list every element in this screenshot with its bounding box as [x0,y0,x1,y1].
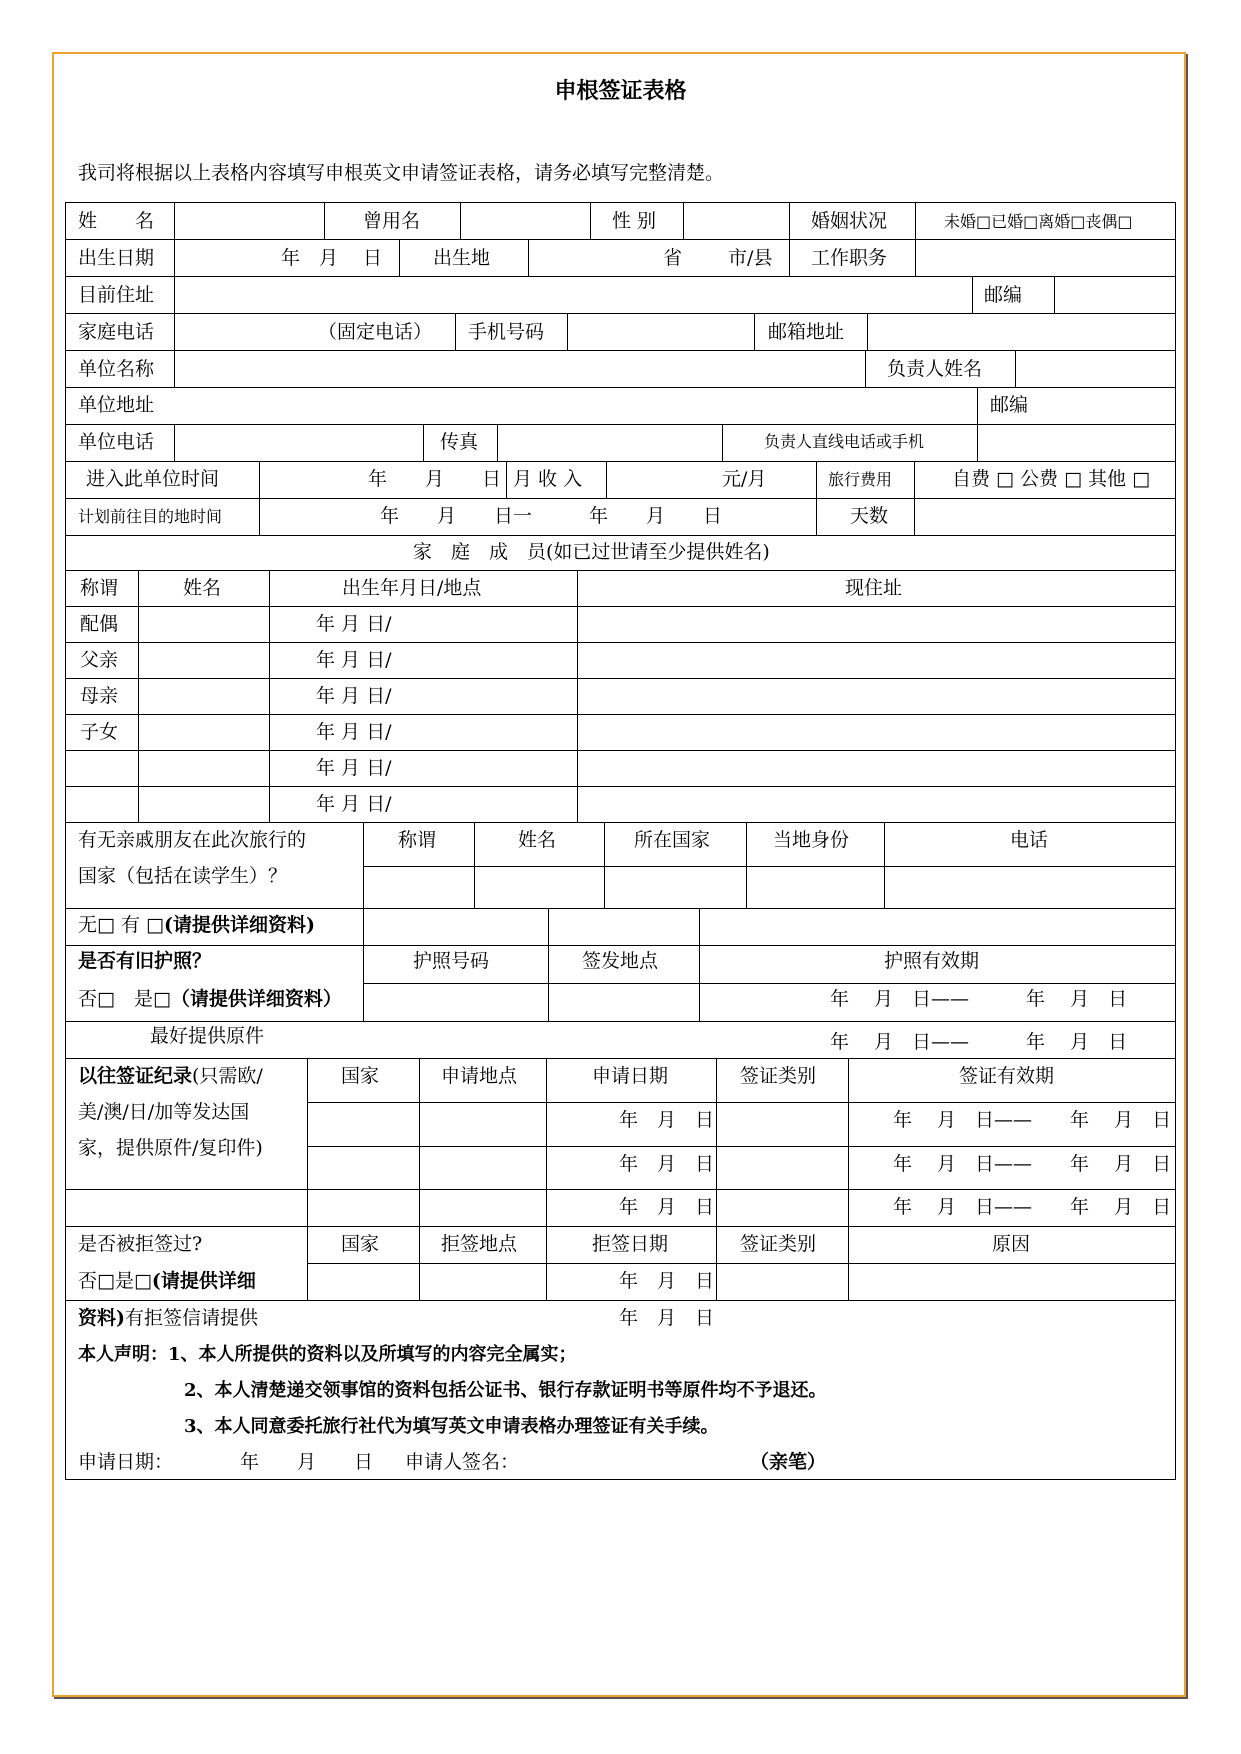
income-unit[interactable]: 元/月 [722,468,767,490]
passport-validity-2[interactable]: 年 月 日—— 年 月 日 [830,1031,1128,1053]
income-label: 月 收 入 [513,468,583,490]
visa-history-label-2: 美/澳/日/加等发达国 [78,1101,250,1123]
refusal-note-2: 资料) [78,1307,125,1329]
marital-options[interactable]: 未婚□已婚□离婚□丧偶□ [944,212,1133,231]
application-date-ymd[interactable]: 年 月 日 [240,1451,374,1473]
family-date-cell[interactable]: 年 月 日/ [316,793,392,815]
fixed-phone-note: （固定电话） [318,321,433,343]
marital-label: 婚姻状况 [811,210,888,232]
gender-label: 性 别 [612,210,657,232]
relatives-question-line1: 有无亲戚朋友在此次旅行的 [78,829,307,851]
form-title: 申根签证表格 [554,78,687,104]
company-phone-label: 单位电话 [78,431,155,453]
join-time-label: 进入此单位时间 [86,468,220,490]
family-relation-father: 父亲 [80,649,119,671]
visa-validity-cell[interactable]: 年 月 日—— 年 月 日 [893,1109,1172,1131]
mobile-label: 手机号码 [468,321,545,343]
declaration-line-1: 本人声明：1、本人所提供的资料以及所填写的内容完全属实； [78,1344,577,1365]
relatives-header-country: 所在国家 [634,829,711,851]
birth-date-ymd[interactable]: 年 月 日 [281,247,383,269]
visa-header-place: 申请地点 [441,1065,518,1087]
position-label: 工作职务 [811,247,888,269]
visa-header-country: 国家 [341,1065,380,1087]
family-relation-mother: 母亲 [80,685,119,707]
refusal-note-1: (请提供详细 [151,1270,256,1292]
refusal-options[interactable]: 否□是□ [78,1270,152,1292]
former-name-label: 曾用名 [363,210,421,232]
days-field[interactable] [915,499,1175,535]
postcode-label: 邮编 [984,284,1023,306]
company-field[interactable] [175,351,865,387]
refusal-header-country: 国家 [341,1233,380,1255]
passport-validity-1[interactable]: 年 月 日—— 年 月 日 [830,988,1128,1010]
family-date-cell[interactable]: 年 月 日/ [316,613,392,635]
manager-name-label: 负责人姓名 [887,358,983,380]
refusal-header-place: 拒签地点 [441,1233,518,1255]
visa-date-cell[interactable]: 年 月 日 [619,1196,715,1218]
refusal-date-cell[interactable]: 年 月 日 [619,1270,715,1292]
name-label: 姓 名 [78,210,155,232]
gender-field[interactable] [684,203,789,239]
birth-province[interactable]: 省 [663,247,683,269]
birth-place-label: 出生地 [433,247,491,269]
refusal-note-3: 有拒签信请提供 [125,1307,259,1329]
refusal-date-cell[interactable]: 年 月 日 [619,1307,715,1329]
mobile-field[interactable] [568,314,754,350]
signature-label: 申请人签名： [405,1451,520,1473]
relatives-header-name: 姓名 [518,829,557,851]
old-passport-options[interactable]: 否□ 是□ [78,988,171,1010]
family-date-cell[interactable]: 年 月 日/ [316,649,392,671]
family-header-relation: 称谓 [80,577,119,599]
family-date-cell[interactable]: 年 月 日/ [316,757,392,779]
plan-time-label: 计划前往目的地时间 [78,507,223,526]
family-date-cell[interactable]: 年 月 日/ [316,721,392,743]
refusal-answer-line1[interactable] [78,1272,256,1291]
manager-name-field[interactable] [1016,351,1175,387]
passport-header-number: 护照号码 [413,950,490,972]
refusal-header-reason: 原因 [992,1233,1031,1255]
old-passport-original-note: 最好提供原件 [150,1025,265,1047]
refusal-header-date: 拒签日期 [592,1233,669,1255]
family-relation-children: 子女 [80,721,119,743]
intro-text: 我司将根据以上表格内容填写申根英文申请签证表格，请务必填写完整清楚。 [78,162,725,184]
family-header-address: 现住址 [845,577,903,599]
days-label: 天数 [850,505,889,527]
fee-options[interactable]: 自费 □ 公费 □ 其他 □ [952,468,1151,490]
relatives-answer[interactable] [78,916,315,935]
visa-validity-cell[interactable]: 年 月 日—— 年 月 日 [893,1196,1172,1218]
company-address-field[interactable] [175,388,977,424]
address-label: 目前住址 [78,284,155,306]
position-field[interactable] [916,240,1175,276]
passport-header-validity: 护照有效期 [884,950,980,972]
postcode-field[interactable] [1055,277,1175,313]
application-date-label: 申请日期： [78,1451,174,1473]
name-field[interactable] [175,203,324,239]
refusal-answer-line2 [78,1309,258,1328]
travel-fee-label: 旅行费用 [828,470,893,489]
family-heading: 家 庭 成 员(如已过世请至少提供姓名) [413,541,770,563]
former-name-field[interactable] [461,203,590,239]
visa-history-label-3: 家，提供原件/复印件) [78,1137,263,1159]
postcode2-label: 邮编 [990,394,1029,416]
family-header-name: 姓名 [183,577,222,599]
birth-date-label: 出生日期 [78,247,155,269]
manager-phone-label: 负责人直线电话或手机 [764,432,925,451]
visa-header-type: 签证类别 [740,1065,817,1087]
email-label: 邮箱地址 [768,321,845,343]
old-passport-note: （请提供详细资料） [170,988,342,1010]
visa-history-label-bold: 以往签证纪录 [78,1065,193,1087]
family-date-cell[interactable]: 年 月 日/ [316,685,392,707]
company-address-label: 单位地址 [78,394,155,416]
address-field[interactable] [175,277,972,313]
declaration-line-3: 3、本人同意委托旅行社代为填写英文申请表格办理签证有关手续。 [184,1416,719,1437]
passport-header-place: 签发地点 [582,950,659,972]
fax-label: 传真 [440,431,479,453]
old-passport-question: 是否有旧护照？ [78,950,212,972]
visa-history-label-rest: (只需欧/ [192,1065,263,1087]
visa-header-date: 申请日期 [592,1065,669,1087]
birth-city[interactable]: 市/县 [728,247,773,269]
relatives-header-status: 当地身份 [773,829,850,851]
refusal-header-type: 签证类别 [740,1233,817,1255]
family-relation-spouse: 配偶 [80,613,119,635]
relatives-answer-options[interactable]: 无□ 有 □ [78,914,164,936]
family-header-birth: 出生年月日/地点 [342,577,482,599]
visa-header-validity: 签证有效期 [959,1065,1055,1087]
signature-handwritten-note[interactable]: （亲笔） [750,1451,827,1473]
refusal-question: 是否被拒签过? [78,1233,203,1255]
declaration-line-2: 2、本人清楚递交领事馆的资料包括公证书、银行存款证明书等原件均不予退还。 [184,1380,827,1401]
relatives-header-relation: 称谓 [398,829,437,851]
email-field[interactable] [868,314,1175,350]
visa-date-cell[interactable]: 年 月 日 [619,1109,715,1131]
relatives-question-line2: 国家（包括在读学生）？ [78,865,288,887]
visa-validity-cell[interactable]: 年 月 日—— 年 月 日 [893,1153,1172,1175]
home-phone-label: 家庭电话 [78,321,155,343]
relatives-header-phone: 电话 [1010,829,1049,851]
join-time-ymd[interactable]: 年 月 日 [368,468,502,490]
visa-history-label-1 [78,1067,263,1086]
old-passport-answer[interactable] [78,990,342,1009]
company-label: 单位名称 [78,358,155,380]
plan-time-range[interactable]: 年 月 日一 年 月 日 [380,505,723,527]
relatives-answer-note: (请提供详细资料) [163,914,315,936]
visa-date-cell[interactable]: 年 月 日 [619,1153,715,1175]
